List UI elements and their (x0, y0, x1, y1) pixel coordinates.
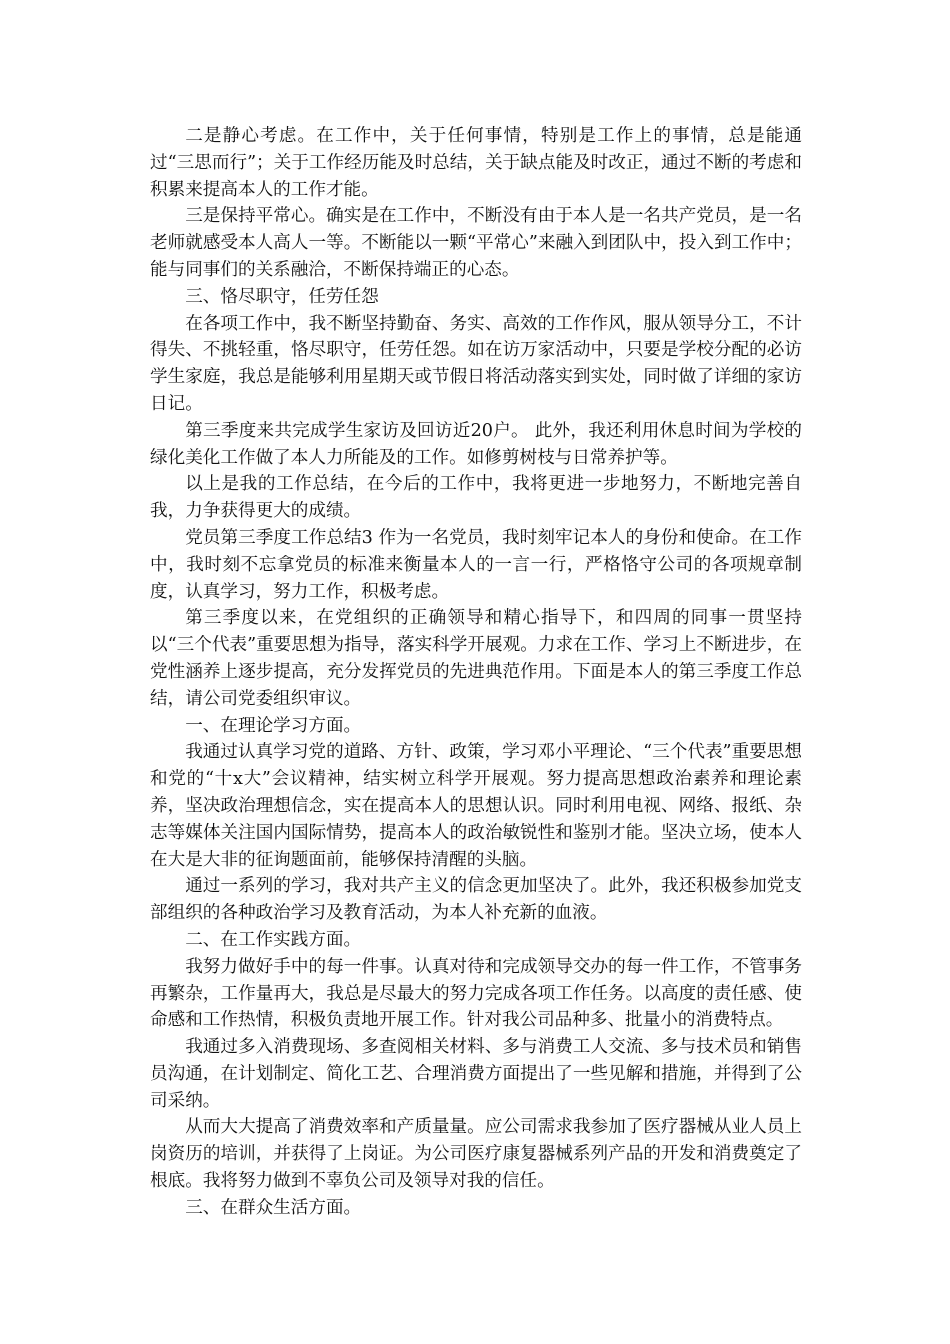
section-heading-community-life: 三、在群众生活方面。 (185, 1197, 362, 1218)
section-heading-diligence: 三、恪尽职守，任劳任怨 (185, 286, 379, 307)
document-body (150, 123, 802, 1222)
section-heading-theory-study: 一、在理论学习方面。 (185, 715, 362, 736)
section-heading-work-practice: 二、在工作实践方面。 (185, 929, 362, 950)
paragraph-theory-study: 我通过认真学习党的道路、方针、政策，学习邓小平理论、“三个代表”重要思想和党的“十x大”会议精神，结实树立科学开展观。努力提高思想政治素养和理论素养，坚决政治理想信念，实在提高本人的思想认识。同时利用电视、网络、报纸、杂志等媒体关注国内国际情势，提高本人的政治敏锐性和鉴别才能。坚决立场，使本人在大是大非的征询题面前，能够保持清醒的头脑。 (150, 742, 802, 870)
paragraph-q3-overview: 第三季度以来，在党组织的正确领导和精心指导下，和四周的同事一贯坚持以“三个代表”重要思想为指导，落实科学开展观。力求在工作、学习上不断进步，在党性涵养上逐步提高，充分发挥党员的先进典范作用。下面是本人的第三季度工作总结，请公司党委组织审议。 (150, 608, 802, 709)
paragraph-efficiency: 从而大大提高了消费效率和产质量量。应公司需求我参加了医疗器械从业人员上岗资历的培训，并获得了上岗证。为公司医疗康复器械系列产品的开发和消费奠定了根底。我将努力做到不辜负公司及领导对我的信任。 (150, 1117, 802, 1192)
paragraph-home-visits: 第三季度来共完成学生家访及回访近20户。 此外，我还利用休息时间为学校的绿化美化工作做了本人力所能及的工作。如修剪树枝与日常养护等。 (150, 420, 802, 468)
paragraph-ordinary-mind: 三是保持平常心。确实是在工作中，不断没有由于本人是一名共产党员，是一名老师就感受本人高人一等。不断能以一颗“平常心”来融入到团队中，投入到工作中；能与同事们的关系融洽，不断保持端正的心态。 (150, 206, 802, 280)
paragraph-summary-closing: 以上是我的工作总结，在今后的工作中，我将更进一步地努力，不断地完善自我，力争获得更大的成绩。 (150, 474, 802, 522)
paragraph-production-site: 我通过多入消费现场、多查阅相关材料、多与消费工人交流、多与技术员和销售员沟通，在计划制定、简化工艺、合理消费方面提出了一些见解和措施，并得到了公司采纳。 (150, 1037, 802, 1111)
paragraph-work-practice: 我努力做好手中的每一件事。认真对待和完成领导交办的每一件工作，不管事务再繁杂，工作量再大，我总是尽最大的努力完成各项工作任务。以高度的责任感、使命感和工作热情，积极负责地开展工作。针对我公司品种多、批量小的消费特点。 (150, 956, 802, 1031)
paragraph-summary-3-intro: 党员第三季度工作总结3 作为一名党员，我时刻牢记本人的身份和使命。在工作中，我时刻不忘拿党员的标准来衡量本人的一言一行，严格恪守公司的各项规章制度，认真学习，努力工作，积极考虑。 (150, 527, 802, 602)
paragraph-work-style: 在各项工作中，我不断坚持勤奋、务实、高效的工作作风，服从领导分工，不计得失、不挑轻重，恪尽职守，任劳任怨。如在访万家活动中，只要是学校分配的必访学生家庭，我总是能够利用星期天或节假日将活动落实到实处，同时做了详细的家访日记。 (150, 313, 802, 414)
paragraph-belief: 通过一系列的学习，我对共产主义的信念更加坚决了。此外，我还积极参加党支部组织的各种政治学习及教育活动，为本人补充新的血液。 (150, 876, 802, 924)
paragraph-calm-thinking: 二是静心考虑。在工作中，关于任何事情，特别是工作上的事情，总是能通过“三思而行”；关于工作经历能及时总结，关于缺点能及时改正，通过不断的考虑和积累来提高本人的工作才能。 (150, 126, 802, 200)
